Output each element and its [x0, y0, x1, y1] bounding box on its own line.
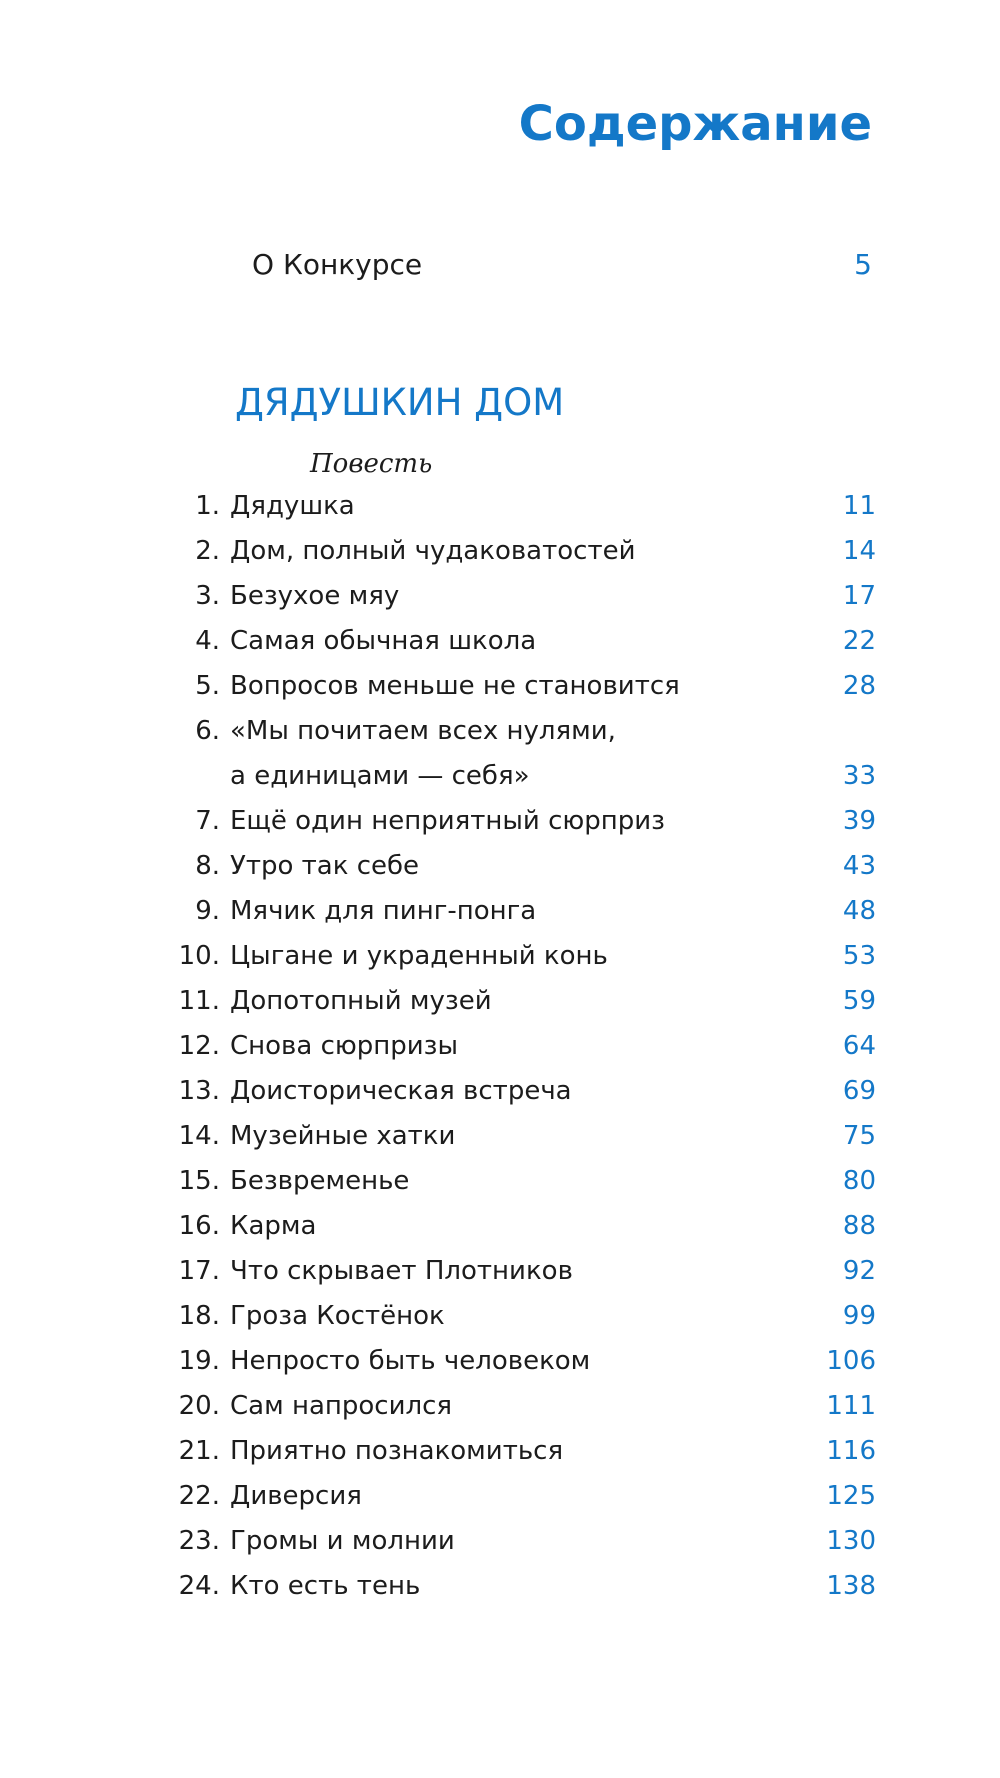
- chapter-number: 9.: [195, 896, 220, 926]
- chapter-page-number: 75: [842, 1121, 876, 1151]
- chapter-number: 11.: [178, 986, 220, 1016]
- chapter-title: Безухое мяу: [230, 581, 400, 611]
- chapter-number: 5.: [195, 671, 220, 701]
- toc-chapter-row[interactable]: [178, 799, 876, 844]
- chapter-page-number: 39: [842, 806, 876, 836]
- toc-chapter-row[interactable]: [178, 1249, 876, 1294]
- chapter-title: Диверсия: [230, 1481, 362, 1511]
- chapter-number: 3.: [195, 581, 220, 611]
- chapter-page-number: 11: [842, 491, 876, 521]
- chapter-page-number: 59: [842, 986, 876, 1016]
- toc-entry-label: О Конкурсе: [252, 248, 423, 281]
- chapter-number: 21.: [178, 1436, 220, 1466]
- chapter-page-number: 14: [842, 536, 876, 566]
- page-title: Содержание: [518, 96, 872, 153]
- chapter-title: Гроза Костёнок: [230, 1301, 445, 1331]
- chapter-title: Дядушка: [230, 491, 355, 521]
- toc-chapter-row[interactable]: [178, 1294, 876, 1339]
- toc-entry-contest[interactable]: [252, 243, 872, 287]
- chapter-number: 1.: [195, 491, 220, 521]
- chapter-title: Карма: [230, 1211, 317, 1241]
- toc-chapter-row[interactable]: [178, 709, 876, 754]
- chapter-page-number: 130: [826, 1526, 876, 1556]
- chapter-title-continuation: а единицами — себя»: [230, 761, 530, 791]
- toc-chapter-row[interactable]: [178, 1564, 876, 1609]
- chapter-list: [178, 484, 876, 1609]
- chapter-page-number: 92: [842, 1256, 876, 1286]
- toc-chapter-row[interactable]: [178, 1159, 876, 1204]
- chapter-page-number: 22: [842, 626, 876, 656]
- chapter-page-number: 80: [842, 1166, 876, 1196]
- chapter-title: Громы и молнии: [230, 1526, 455, 1556]
- chapter-page-number: 138: [826, 1571, 876, 1601]
- section-title: ДЯДУШКИН ДОМ: [235, 381, 565, 424]
- toc-chapter-row[interactable]: [178, 1024, 876, 1069]
- chapter-page-number: 48: [842, 896, 876, 926]
- chapter-title: Самая обычная школа: [230, 626, 537, 656]
- chapter-page-number: 64: [842, 1031, 876, 1061]
- toc-chapter-row[interactable]: [178, 844, 876, 889]
- chapter-number: 20.: [178, 1391, 220, 1421]
- chapter-title: «Мы почитаем всех нулями,: [230, 716, 616, 746]
- chapter-title: Кто есть тень: [230, 1571, 421, 1601]
- toc-chapter-row[interactable]: [178, 1519, 876, 1564]
- chapter-number: 12.: [178, 1031, 220, 1061]
- chapter-number: 10.: [178, 941, 220, 971]
- toc-chapter-row[interactable]: [178, 979, 876, 1024]
- chapter-number: 4.: [195, 626, 220, 656]
- chapter-title: Непросто быть человеком: [230, 1346, 591, 1376]
- chapter-title: Дом, полный чудаковатостей: [230, 536, 636, 566]
- chapter-page-number: 99: [842, 1301, 876, 1331]
- chapter-page-number: 88: [842, 1211, 876, 1241]
- toc-chapter-row[interactable]: [178, 529, 876, 574]
- chapter-title: Утро так себе: [230, 851, 420, 881]
- toc-chapter-row-continuation[interactable]: [178, 754, 876, 799]
- toc-chapter-row[interactable]: [178, 574, 876, 619]
- chapter-number: 24.: [178, 1571, 220, 1601]
- toc-entry-page-number: 5: [854, 248, 872, 281]
- toc-chapter-row[interactable]: [178, 934, 876, 979]
- toc-chapter-row[interactable]: [178, 1429, 876, 1474]
- chapter-number: 23.: [178, 1526, 220, 1556]
- chapter-number: 22.: [178, 1481, 220, 1511]
- chapter-page-number: 69: [842, 1076, 876, 1106]
- chapter-title: Приятно познакомиться: [230, 1436, 564, 1466]
- toc-chapter-row[interactable]: [178, 1339, 876, 1384]
- chapter-title: Ещё один неприятный сюрприз: [230, 806, 666, 836]
- chapter-title: Музейные хатки: [230, 1121, 456, 1151]
- chapter-title: Сам напросился: [230, 1391, 453, 1421]
- chapter-page-number: 33: [842, 761, 876, 791]
- chapter-title: Цыгане и украденный конь: [230, 941, 608, 971]
- toc-chapter-row[interactable]: [178, 1474, 876, 1519]
- chapter-title: Доисторическая встреча: [230, 1076, 572, 1106]
- chapter-number: 17.: [178, 1256, 220, 1286]
- chapter-number: 15.: [178, 1166, 220, 1196]
- chapter-number: 18.: [178, 1301, 220, 1331]
- chapter-number: 14.: [178, 1121, 220, 1151]
- chapter-title: Допотопный музей: [230, 986, 492, 1016]
- chapter-number: 7.: [195, 806, 220, 836]
- toc-chapter-row[interactable]: [178, 484, 876, 529]
- chapter-page-number: 17: [842, 581, 876, 611]
- chapter-page-number: 106: [826, 1346, 876, 1376]
- toc-chapter-row[interactable]: [178, 619, 876, 664]
- toc-chapter-row[interactable]: [178, 1384, 876, 1429]
- chapter-page-number: 116: [826, 1436, 876, 1466]
- chapter-title: Мячик для пинг-понга: [230, 896, 537, 926]
- toc-chapter-row[interactable]: [178, 1069, 876, 1114]
- chapter-number: 19.: [178, 1346, 220, 1376]
- chapter-title: Безвременье: [230, 1166, 410, 1196]
- chapter-title: Что скрывает Плотников: [230, 1256, 573, 1286]
- toc-chapter-row[interactable]: [178, 1114, 876, 1159]
- chapter-number: 2.: [195, 536, 220, 566]
- chapter-page-number: 43: [842, 851, 876, 881]
- chapter-page-number: 111: [826, 1391, 876, 1421]
- chapter-number: 16.: [178, 1211, 220, 1241]
- chapter-page-number: 28: [842, 671, 876, 701]
- chapter-number: 6.: [195, 716, 220, 746]
- section-subtitle: Повесть: [310, 449, 433, 479]
- chapter-number: 8.: [195, 851, 220, 881]
- chapter-number: 13.: [178, 1076, 220, 1106]
- toc-chapter-row[interactable]: [178, 889, 876, 934]
- chapter-page-number: 125: [826, 1481, 876, 1511]
- chapter-title: Вопросов меньше не становится: [230, 671, 680, 701]
- chapter-page-number: 53: [842, 941, 876, 971]
- chapter-title: Снова сюрпризы: [230, 1031, 459, 1061]
- toc-chapter-row[interactable]: [178, 664, 876, 709]
- toc-chapter-row[interactable]: [178, 1204, 876, 1249]
